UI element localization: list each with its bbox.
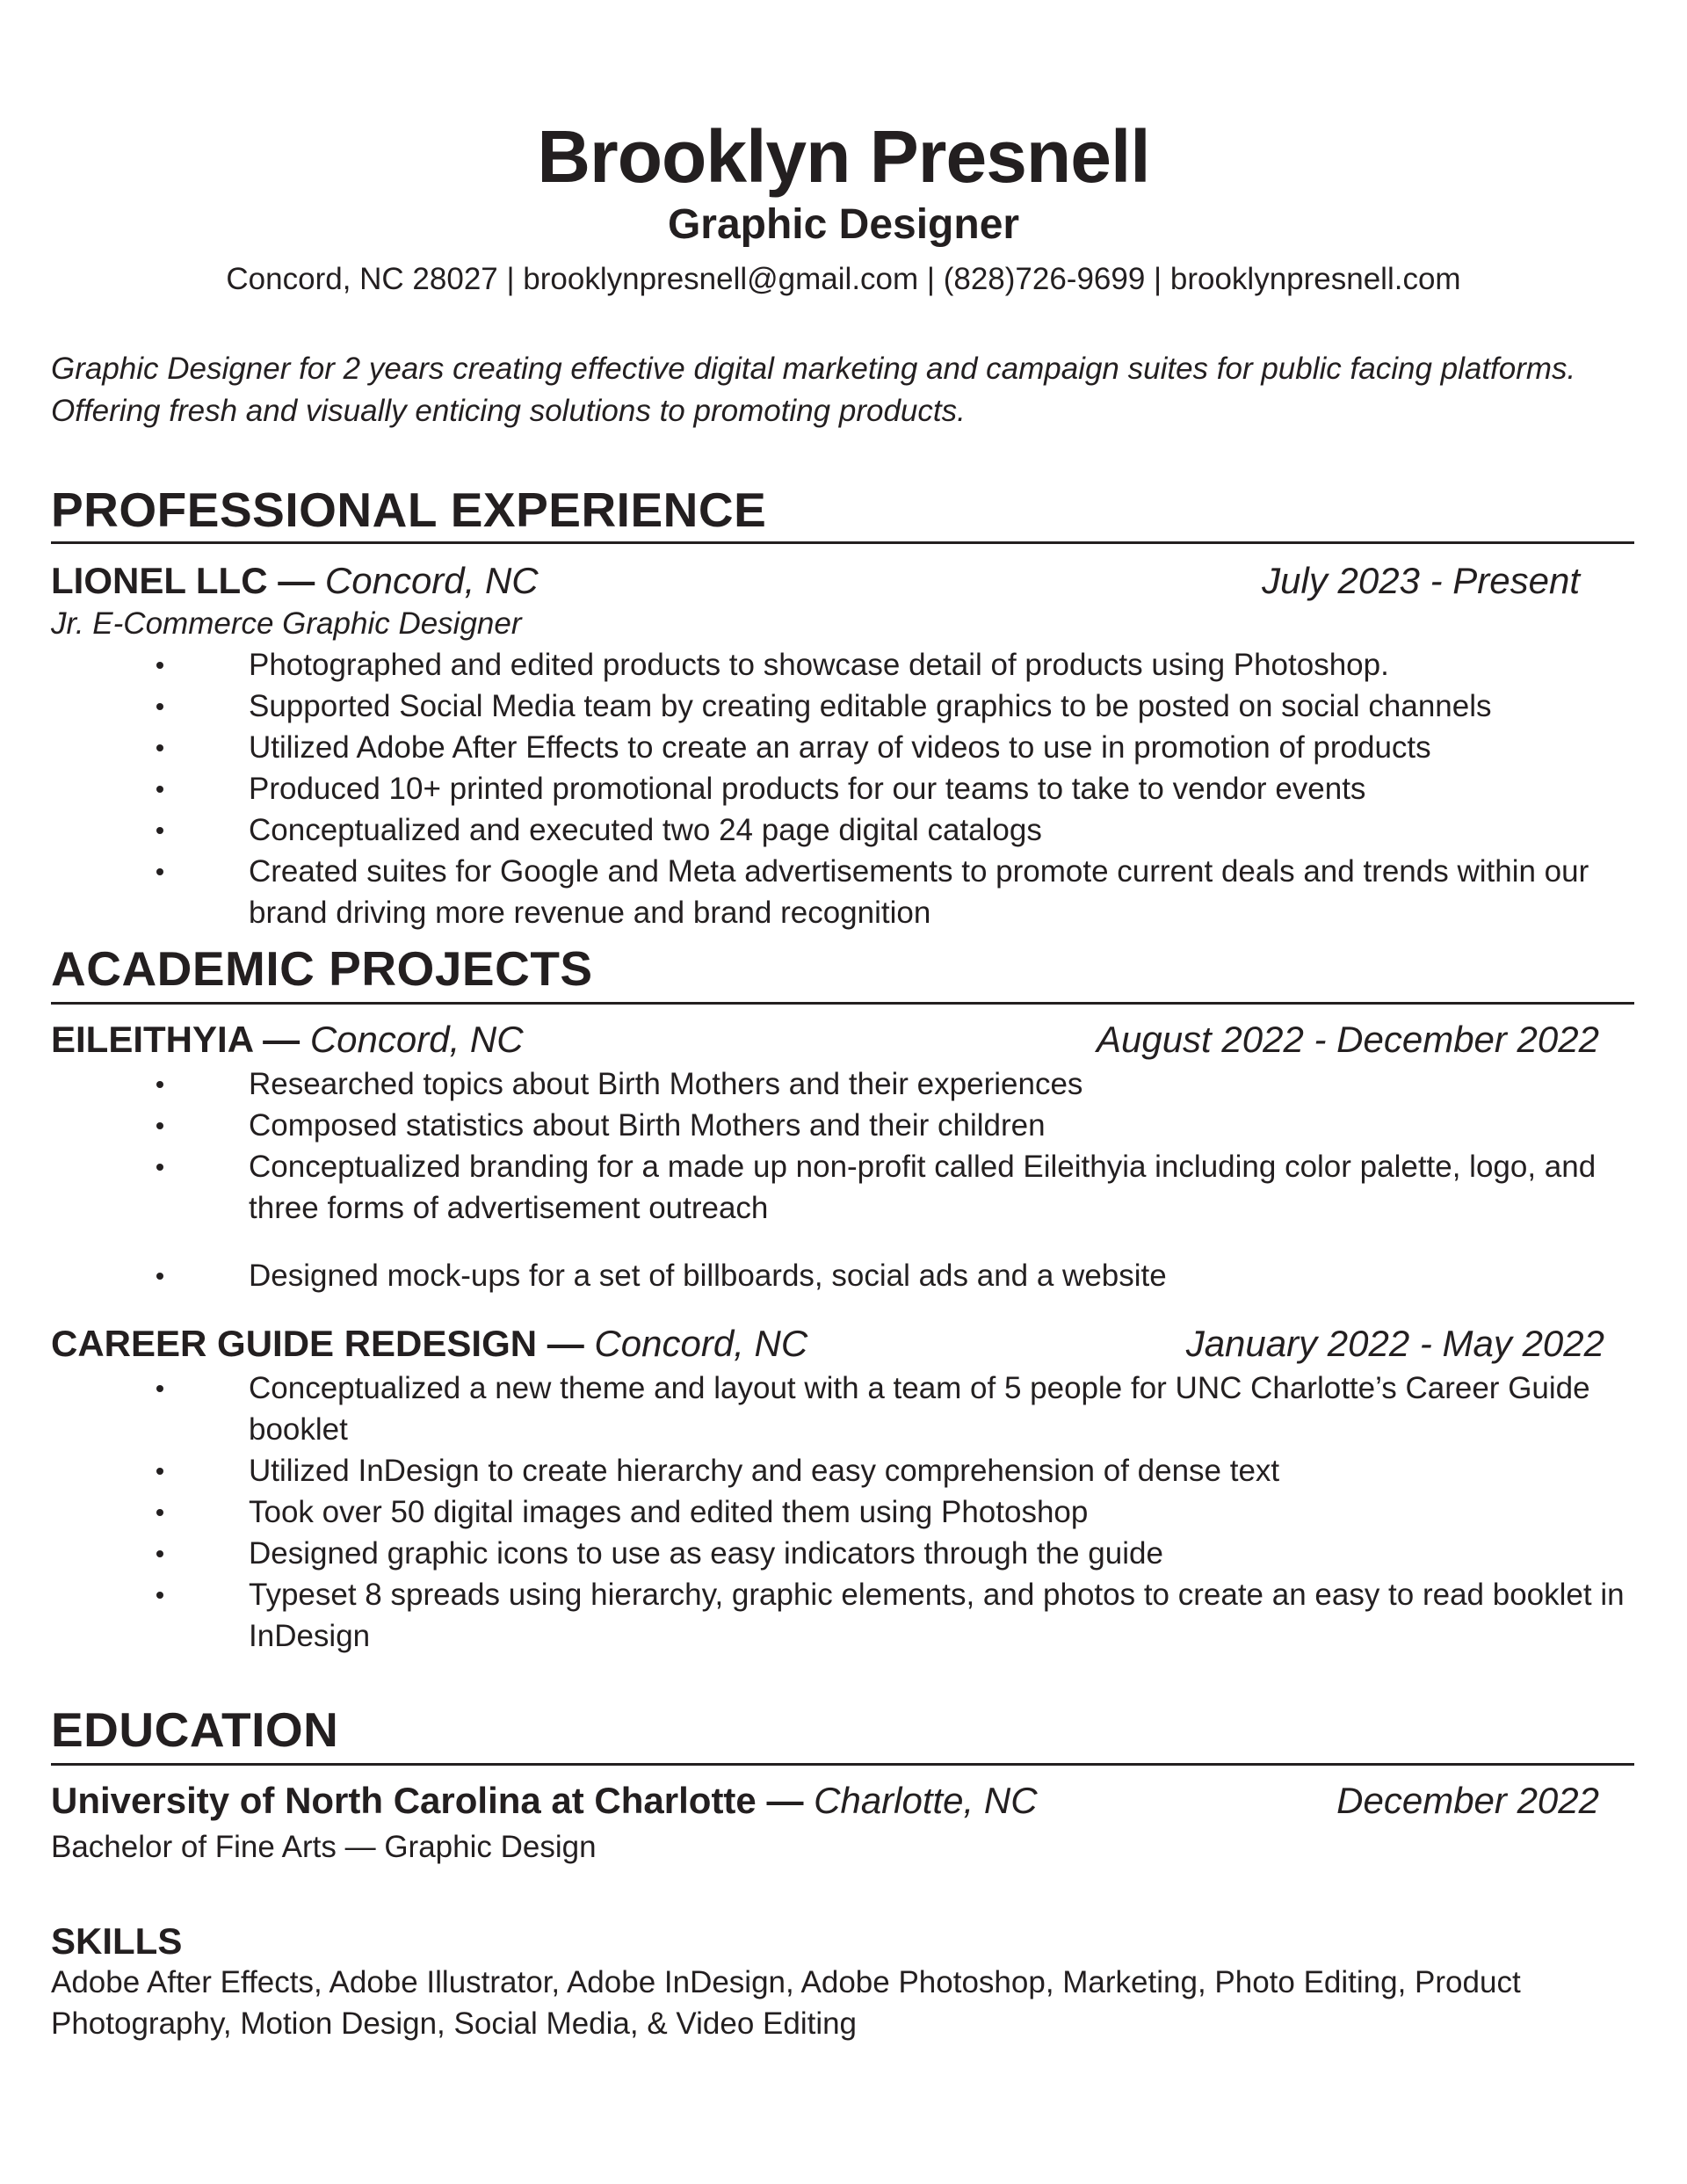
summary: Graphic Designer for 2 years creating effective digital marketing and campaign suites for public facing platforms. Offering fresh and visually enticing solutions to promoting products. [51, 352, 1576, 428]
job-dates: July 2023 - Present [1262, 560, 1580, 601]
bullet-text: Designed mock-ups for a set of billboards, social ads and a website [249, 1259, 1167, 1293]
bullet-text: Conceptualized and executed two 24 page digital catalogs [249, 813, 1042, 847]
project-bullet-list [0, 1368, 1687, 1657]
education-header [51, 1779, 1038, 1823]
bullet-icon [156, 1592, 163, 1599]
job-org: LIONEL LLC — [51, 560, 315, 601]
project-org: CAREER GUIDE REDESIGN — [51, 1323, 584, 1364]
bullet-text: Designed graphic icons to use as easy indicators through the guide [249, 1536, 1163, 1571]
list-item [0, 1255, 1628, 1296]
bullet-text: Researched topics about Birth Mothers and their experiences [249, 1067, 1083, 1101]
skills-heading: SKILLS [51, 1920, 183, 1962]
bullet-icon [156, 1081, 163, 1088]
project-header [51, 1018, 524, 1062]
list-item [0, 1450, 1628, 1491]
project-bullet-list [0, 1063, 1687, 1296]
bullet-icon [156, 1550, 163, 1557]
bullet-text: Conceptualized branding for a made up non-profit called Eileithyia including color palette, logo, and three forms of advertisement outreach [249, 1150, 1596, 1225]
candidate-title: Graphic Designer [667, 201, 1020, 248]
bullet-text: Supported Social Media team by creating editable graphics to be posted on social channels [249, 689, 1492, 723]
list-item [0, 1368, 1628, 1450]
bullet-icon [156, 744, 163, 751]
bullet-text: Utilized InDesign to create hierarchy and easy comprehension of dense text [249, 1454, 1280, 1488]
list-item [0, 727, 1628, 768]
education-divider [51, 1763, 1634, 1766]
bullet-icon [156, 827, 163, 834]
bullet-text: Took over 50 digital images and edited them using Photoshop [249, 1495, 1089, 1529]
list-item [0, 851, 1628, 933]
bullet-text: Created suites for Google and Meta advertisements to promote current deals and trends within our brand driving more revenue and brand recognition [249, 854, 1589, 930]
bullet-icon [156, 1122, 163, 1129]
school-name: University of North Carolina at Charlotte — [51, 1780, 804, 1821]
list-item [0, 809, 1628, 851]
projects-heading: ACADEMIC PROJECTS [51, 941, 593, 996]
list-item [0, 1146, 1628, 1229]
bullet-icon [156, 703, 163, 710]
school-location: Charlotte, NC [814, 1780, 1038, 1821]
bullet-text: Conceptualized a new theme and layout with a team of 5 people for UNC Charlotte’s Career Guide booklet [249, 1371, 1590, 1447]
list-item [0, 1105, 1628, 1146]
list-item [0, 644, 1628, 686]
bullet-text: Composed statistics about Birth Mothers and their children [249, 1108, 1046, 1143]
project-org: EILEITHYIA — [51, 1019, 300, 1060]
bullet-text: Photographed and edited products to showcase detail of products using Photoshop. [249, 648, 1389, 682]
education-heading: EDUCATION [51, 1702, 339, 1757]
list-item [0, 1533, 1628, 1574]
bullet-icon [156, 1164, 163, 1171]
bullet-text: Typeset 8 spreads using hierarchy, graphic elements, and photos to create an easy to read booklet in InDesign [249, 1578, 1625, 1653]
experience-divider [51, 541, 1634, 544]
list-item [0, 686, 1628, 727]
project-dates: August 2022 - December 2022 [1096, 1019, 1599, 1060]
bullet-icon [156, 1385, 163, 1392]
bullet-icon [156, 662, 163, 669]
skills-list: Adobe After Effects, Adobe Illustrator, Adobe InDesign, Adobe Photoshop, Marketing, Photo Editing, Product Photography, Motion Design, Social Media, & Video Editing [51, 1965, 1521, 2041]
job-role: Jr. E-Commerce Graphic Designer [51, 606, 522, 641]
list-item [0, 1574, 1628, 1657]
candidate-name: Brooklyn Presnell [537, 115, 1150, 198]
list-item [0, 1491, 1628, 1533]
bullet-icon [156, 786, 163, 793]
bullet-text: Produced 10+ printed promotional products for our teams to take to vendor events [249, 772, 1366, 806]
job-bullet-list [0, 644, 1687, 933]
degree: Bachelor of Fine Arts — Graphic Design [51, 1830, 597, 1864]
project-location: Concord, NC [594, 1323, 808, 1364]
list-item [0, 1063, 1628, 1105]
bullet-icon [156, 868, 163, 875]
contact-line: Concord, NC 28027 | brooklynpresnell@gmail.com | (828)726-9699 | brooklynpresnell.com [226, 262, 1461, 296]
bullet-icon [156, 1509, 163, 1516]
project-header [51, 1322, 807, 1366]
project-dates: January 2022 - May 2022 [1185, 1323, 1604, 1364]
job-location: Concord, NC [324, 560, 539, 601]
graduation-date: December 2022 [1336, 1780, 1599, 1821]
bullet-icon [156, 1273, 163, 1280]
bullet-text: Utilized Adobe After Effects to create an array of videos to use in promotion of products [249, 730, 1431, 765]
projects-divider [51, 1002, 1634, 1005]
job-header [51, 559, 539, 603]
experience-heading: PROFESSIONAL EXPERIENCE [51, 483, 767, 537]
list-item [0, 768, 1628, 809]
project-location: Concord, NC [309, 1019, 524, 1060]
bullet-icon [156, 1468, 163, 1475]
